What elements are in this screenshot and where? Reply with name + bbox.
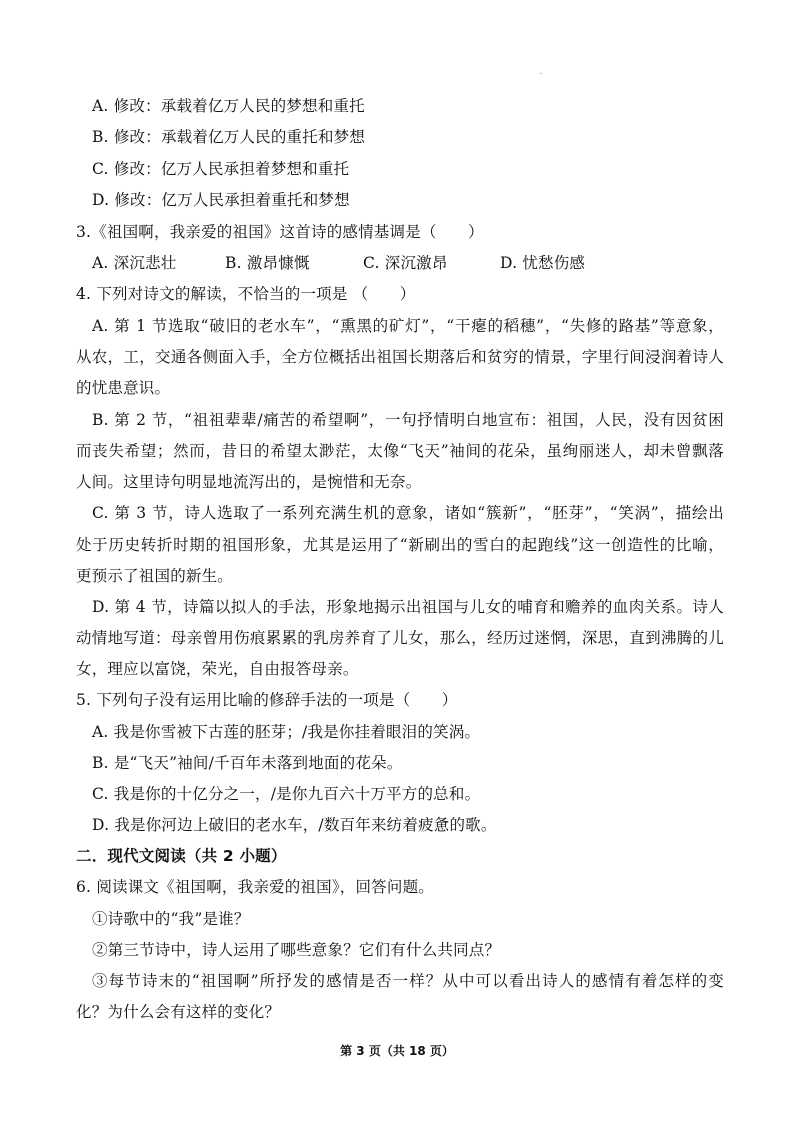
q6-subquestion-1: ①诗歌中的“我”是谁？: [92, 910, 250, 928]
q5-option-c: C. 我是你的十亿分之一，/是你九百六十万平方的总和。: [92, 785, 481, 803]
scan-mark: [540, 73, 542, 74]
q3-stem: 3.《祖国啊，我亲爱的祖国》这首诗的感情基调是（ ）: [76, 223, 484, 241]
q2-option-a: A. 修改：承载着亿万人民的梦想和重托: [92, 97, 365, 115]
q4-option-d-line1: D. 第 4 节，诗篇以拟人的手法，形象地揭示出祖国与儿女的哺育和赡养的血肉关系。诗人: [92, 598, 724, 616]
q4-stem: 4. 下列对诗文的解读，不恰当的一项是 （ ）: [76, 285, 416, 303]
q2-option-c: C. 修改：亿万人民承担着梦想和重托: [92, 160, 350, 178]
q4-option-a-line2: 从农，工，交通各侧面入手，全方位概括出祖国长期落后和贫穷的情景，字里行间浸润着诗人: [76, 348, 724, 366]
q4-option-c-line1: C. 第 3 节，诗人选取了一系列充满生机的意象，诸如“簇新”，“胚芽”，“笑涡”，描绘出: [92, 504, 724, 522]
q3-option-d: D. 忧愁伤感: [500, 254, 586, 272]
q4-option-b-line3: 人间。这里诗句明显地流泻出的，是惋惜和无奈。: [76, 473, 422, 491]
q4-option-d-line2: 动情地写道：母亲曾用伤痕累累的乳房养育了儿女，那么，经历过迷惘，深思，直到沸腾的儿: [76, 629, 724, 647]
q5-option-d: D. 我是你河边上破旧的老水车，/数百年来纺着疲惫的歌。: [92, 816, 497, 834]
q3-option-c: C. 深沉激昂: [363, 254, 448, 272]
q4-option-d-line3: 女，理应以富饶，荣光，自由报答母亲。: [76, 660, 359, 678]
q4-option-a-line1: A. 第 1 节选取“破旧的老水车”，“熏黑的矿灯”，“干瘪的稻穗”，“失修的路基”等意象，: [92, 317, 724, 335]
q4-option-c-line3: 更预示了祖国的新生。: [76, 567, 234, 585]
q5-stem: 5. 下列句子没有运用比喻的修辞手法的一项是（ ）: [76, 691, 458, 709]
q6-subquestion-3-line2: 化？为什么会有这样的变化？: [76, 1003, 281, 1021]
q2-option-b: B. 修改：承载着亿万人民的重托和梦想: [92, 128, 366, 146]
q5-option-b: B. 是“飞天”袖间/千百年未落到地面的花朵。: [92, 754, 403, 772]
q4-option-b-line2: 而丧失希望；然而，昔日的希望太渺茫，太像“飞天”袖间的花朵，虽绚丽迷人，却未曾飘落: [76, 442, 724, 460]
q5-option-a: A. 我是你雪被下古莲的胚芽；/我是你挂着眼泪的笑涡。: [92, 723, 481, 741]
q6-stem: 6. 阅读课文《祖国啊，我亲爱的祖国》，回答问题。: [76, 878, 434, 896]
q3-option-b: B. 激昂慷慨: [225, 254, 310, 272]
q6-subquestion-3-line1: ③每节诗末的“祖国啊”所抒发的感情是否一样？从中可以看出诗人的感情有着怎样的变: [92, 972, 724, 990]
section-heading: 二．现代文阅读（共 2 小题）: [76, 847, 287, 865]
q3-option-a: A. 深沉悲壮: [92, 254, 177, 272]
q4-option-c-line2: 处于历史转折时期的祖国形象，尤其是运用了“新刷出的雪白的起跑线”这一创造性的比喻，: [76, 536, 724, 554]
q4-option-b-line1: B. 第 2 节，“祖祖辈辈/痛苦的希望啊”，一句抒情明白地宣布：祖国，人民，没有因贫困: [92, 411, 724, 429]
page-number-footer: 第 3 页（共 18 页）: [340, 1044, 454, 1058]
q2-option-d: D. 修改：亿万人民承担着重托和梦想: [92, 191, 350, 209]
q4-option-a-line3: 的忧患意识。: [76, 379, 171, 397]
q6-subquestion-2: ②第三节诗中，诗人运用了哪些意象？它们有什么共同点？: [92, 941, 501, 959]
